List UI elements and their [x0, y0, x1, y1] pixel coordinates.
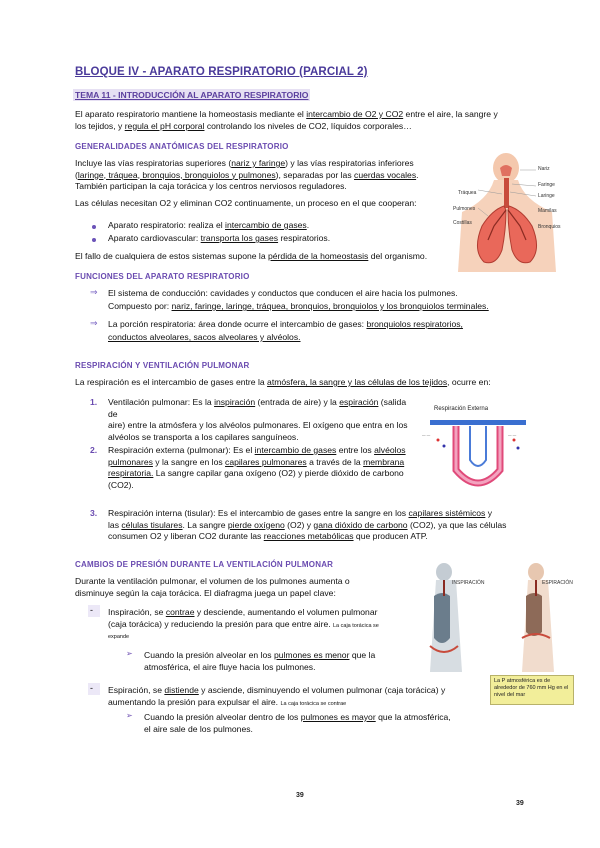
figure-label-mamilas: Mamilas: [538, 208, 557, 214]
tema-heading: TEMA 11 - INTRODUCCIÓN AL APARATO RESPIRATORIO: [75, 90, 309, 100]
funciones-heading: FUNCIONES DEL APARATO RESPIRATORIO: [75, 272, 250, 281]
bullet-respiratorio: Aparato respiratorio: realiza el intercambio de gases.: [108, 220, 310, 230]
presion-heading: CAMBIOS DE PRESIÓN DURANTE LA VENTILACIÓN PULMONAR: [75, 560, 334, 569]
figure-title: Respiración Externa: [434, 406, 489, 412]
list-number-1: 1.: [90, 397, 98, 407]
homeostasis-line: El fallo de cualquiera de estos sistemas supone la pérdida de la homeostasis del organismo.: [75, 251, 428, 261]
bullet-2: [92, 238, 96, 242]
item-ventilacion-pulmonar: Ventilación pulmonar: Es la inspiración (entrada de aire) y la espiración (salida de aire) entre la atmósfera y los alvéolos pulmonares. El oxígeno que entra en los alvéolos se transporta a los capilares sanguíneos.: [108, 397, 408, 442]
figure-label-inspiracion: INSPIRACIÓN: [452, 580, 485, 586]
item-inspiracion: Inspiración, se contrae y desciende, aumentando el volumen pulmonar (caja torácica) y reduciendo la presión para que entre aire. La caja torácica se expande: [108, 607, 379, 641]
presion-atmosferica-note: La P atmosférica es de alrededor de 760 mm Hg en el nivel del mar: [490, 675, 574, 705]
figure-label-nariz: Nariz: [538, 166, 550, 172]
page-number: 39: [296, 792, 304, 799]
arrow-icon: ⇒: [90, 287, 98, 297]
svg-text:— —: — —: [508, 433, 517, 437]
funcion-respiratoria-l2: conductos alveolares, sacos alveolares y alvéolos.: [108, 332, 301, 342]
figure-label-espiracion: ESPIRACIÓN: [542, 580, 573, 586]
funcion-conduccion-composicion: Compuesto por: nariz, faringe, laringe, tráquea, bronquios, bronquiolos y los bronquiolos terminales.: [108, 301, 489, 311]
intro-paragraph: El aparato respiratorio mantiene la homeostasis mediante el intercambio de O2 y CO2 entre el aire, la sangre y los tejidos, y regula el pH corporal controlando los niveles de CO2, líquidos corporales…: [75, 109, 498, 131]
figure-label-faringe: Faringe: [538, 182, 555, 188]
item-inspiracion-detalle: Cuando la presión alveolar en los pulmones es menor que la atmosférica, el aire fluye hacia los pulmones.: [144, 650, 376, 672]
arrow-icon: ⇒: [90, 318, 98, 328]
bullet-1: [92, 225, 96, 229]
generalidades-text: Incluye las vías respiratorias superiores (nariz y faringe) y las vías respiratorias inferiores (laringe, tráquea, bronquios, bronquiolos y pulmones), separadas por las cuerdas vocales. También participan la caja torácica y los centros nerviosos reguladores. Las células necesitan O2 y eliminan CO2 continuamente, un proceso en el que cooperan:: [75, 158, 419, 208]
item-espiracion-detalle: Cuando la presión alveolar dentro de los pulmones es mayor que la atmosférica, el aire sale de los pulmones.: [144, 712, 451, 734]
figure-label-pulmones: Pulmones: [453, 206, 476, 212]
dash-icon: -: [90, 683, 93, 693]
figure-label-traquea: Tráquea: [458, 190, 477, 196]
figure-label-laringe: Laringe: [538, 193, 555, 199]
ventilacion-heading: RESPIRACIÓN Y VENTILACIÓN PULMONAR: [75, 361, 250, 370]
ventilacion-intro: La respiración es el intercambio de gases entre la atmósfera, la sangre y las células de los tejidos, ocurre en:: [75, 377, 491, 387]
chevron-right-icon: ➢: [126, 711, 133, 720]
funcion-conduccion: El sistema de conducción: cavidades y conductos que conducen el aire hacia los pulmones.: [108, 288, 458, 298]
page-number-secondary: 39: [516, 800, 524, 807]
item-respiracion-externa: Respiración externa (pulmonar): Es el intercambio de gases entre los alvéolos pulmonares y la sangre en los capilares pulmonares a través de la membrana respiratoria. La sangre capilar gana oxígeno (O2) y pierde dióxido de carbono (CO2).: [108, 445, 406, 490]
respiratory-anatomy-figure: [448, 150, 578, 272]
espiracion-figure: [512, 562, 587, 672]
figure-label-bronquios: Bronquios: [538, 224, 561, 230]
presion-intro: Durante la ventilación pulmonar, el volumen de los pulmones aumenta o disminuye según la caja torácica. El diafragma juega un papel clave:: [75, 576, 350, 598]
chevron-right-icon: ➢: [126, 649, 133, 658]
bullet-cardiovascular: Aparato cardiovascular: transporta los gases respiratorios.: [108, 233, 331, 243]
respiracion-externa-figure: [420, 400, 538, 500]
inspiracion-figure: [420, 562, 495, 672]
page-title: BLOQUE IV - APARATO RESPIRATORIO (PARCIAL 2): [75, 66, 368, 78]
funcion-respiratoria: La porción respiratoria: área donde ocurre el intercambio de gases: bronquiolos respiratorios,: [108, 319, 463, 329]
item-respiracion-interna: Respiración interna (tisular): Es el intercambio de gases entre la sangre en los capilares sistémicos y las células tisulares. La sangre pierde oxígeno (O2) y gana dióxido de carbono (CO2), ya que las células consumen O2 y liberan CO2 durante las reacciones metabólicas que producen ATP.: [108, 508, 507, 542]
figure-label-costillas: Costillas: [453, 220, 472, 226]
list-number-2: 2.: [90, 445, 98, 455]
generalidades-heading: GENERALIDADES ANATÓMICAS DEL RESPIRATORIO: [75, 142, 289, 151]
item-espiracion: Espiración, se distiende y asciende, disminuyendo el volumen pulmonar (caja torácica) y aumentando la presión para expulsar el aire. La caja torácica se contrae: [108, 685, 446, 707]
list-number-3: 3.: [90, 508, 98, 518]
svg-text:— —: — —: [422, 433, 431, 437]
dash-icon: -: [90, 605, 93, 615]
